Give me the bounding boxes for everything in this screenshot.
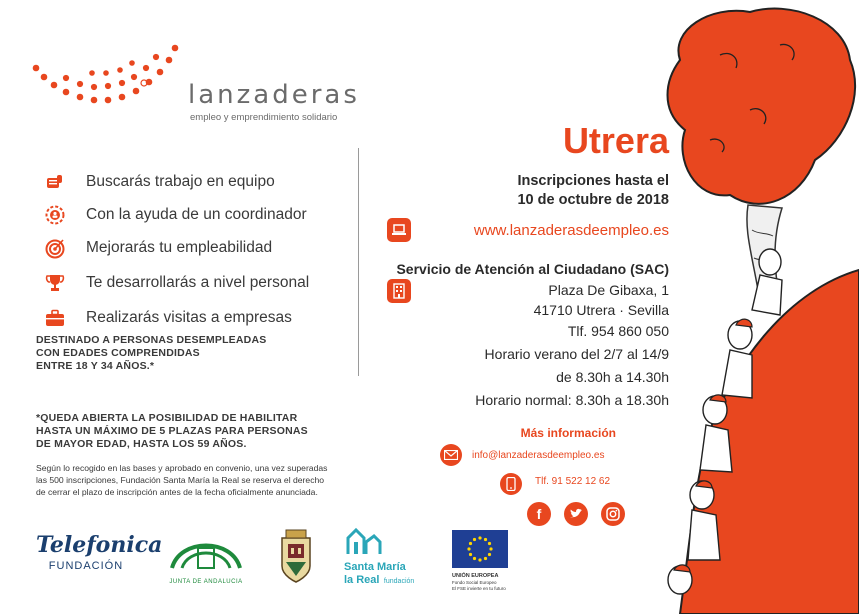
laptop-icon	[387, 218, 411, 242]
feature-text: Mejorarás tu empleabilidad	[86, 239, 273, 256]
feature-text: Te desarrollarás a nivel personal	[86, 274, 310, 291]
lanzaderas-logo-mark	[26, 40, 186, 115]
facebook-icon[interactable]: f	[527, 502, 551, 526]
feature-text: Con la ayuda de un coordinador	[86, 206, 307, 223]
feature-text: Buscarás trabajo en equipo	[86, 173, 275, 190]
telefonica-logo: Telefonica FUNDACIÓN	[36, 532, 163, 572]
contact-phone: Tlf. 91 522 12 62	[535, 476, 611, 487]
age-extension-note: *QUEDA ABIERTA LA POSIBILIDAD DE HABILITAR HASTA UN MÁXIMO DE 5 PLAZAS PARA PERSONAS DE MAYOR EDAD, HASTA LOS 59 AÑOS.	[36, 412, 308, 450]
feature-item	[44, 271, 309, 295]
briefcase-icon	[44, 307, 66, 329]
feature-item	[44, 170, 275, 194]
trophy-icon	[44, 272, 66, 294]
registration-deadline: Inscripciones hasta el 10 de octubre de 2018	[517, 173, 669, 208]
feature-item	[44, 203, 307, 227]
sac-summer-label: Horario verano del 2/7 al 14/9	[484, 346, 669, 362]
city-title: Utrera	[562, 120, 669, 161]
building-icon	[387, 279, 411, 303]
sac-normal-hours: Horario normal: 8.30h a 18.30h	[475, 392, 669, 408]
eu-logo: UNIÓN EUROPEA Fondo Social Europeo El FSE invierte en tu futuro	[452, 530, 512, 592]
sac-address-city: 41710 Utrera · Sevilla	[533, 302, 669, 318]
mail-icon	[440, 444, 462, 466]
coordinator-gear-icon	[44, 204, 66, 226]
more-info-heading: Más información	[520, 426, 616, 440]
contact-email[interactable]: info@lanzaderasdeempleo.es	[472, 450, 605, 461]
santa-maria-la-real-logo: Santa María la Real fundación	[344, 526, 424, 588]
feature-item	[44, 236, 272, 260]
vertical-divider	[358, 148, 359, 376]
twitter-icon[interactable]	[564, 502, 588, 526]
audience-text: DESTINADO A PERSONAS DESEMPLEADAS CON EDADES COMPRENDIDAS ENTRE 18 Y 34 AÑOS.*	[36, 334, 267, 372]
website-link[interactable]: www.lanzaderasdeempleo.es	[473, 222, 669, 239]
tree-illustration	[640, 0, 859, 614]
feature-text: Realizarás visitas a empresas	[86, 309, 292, 326]
instagram-icon[interactable]	[601, 502, 625, 526]
sac-address-street: Plaza De Gibaxa, 1	[548, 282, 669, 298]
target-icon	[44, 237, 66, 259]
junta-andalucia-logo: JUNTA DE ANDALUCIA	[166, 528, 246, 585]
legal-disclaimer: Según lo recogido en las bases y aprobado en convenio, una vez superadas las 500 inscripciones, Fundación Santa María la Real se reserva el derecho de cerrar el plazo de inscripción antes de la fecha oficialmente anunciada.	[36, 463, 328, 497]
feature-item	[44, 306, 292, 330]
brand-name: lanzaderas	[188, 80, 360, 110]
utrera-coat-of-arms	[274, 528, 318, 586]
sac-summer-hours: de 8.30h a 14.30h	[556, 369, 669, 385]
brand-tagline: empleo y emprendimiento solidario	[190, 112, 338, 123]
teamwork-hand-icon	[44, 171, 66, 193]
mobile-phone-icon	[500, 473, 522, 495]
sac-title: Servicio de Atención al Ciudadano (SAC)	[396, 261, 669, 277]
sac-phone: Tlf. 954 860 050	[567, 323, 669, 339]
